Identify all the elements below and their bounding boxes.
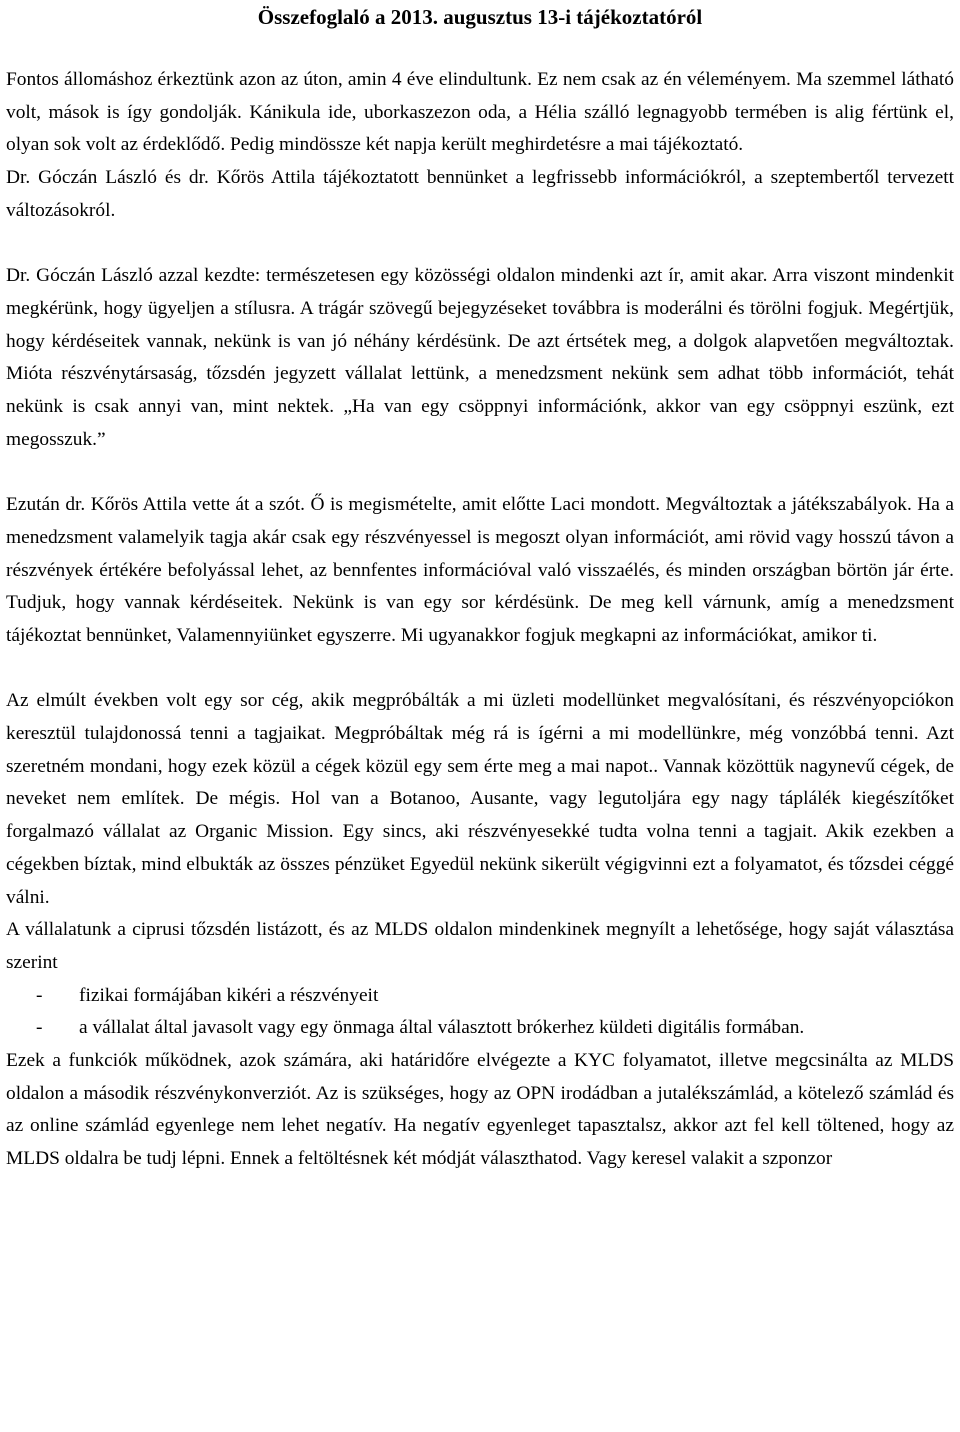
list-item-text: a vállalat által javasolt vagy egy önmaga által választott brókerhez küldeti digitális formában.: [79, 1017, 805, 1039]
paragraph-mlds: A vállalatunk a ciprusi tőzsdén listázott, és az MLDS oldalon mindenkinek megnyílt a lehetősége, hogy saját választása szerint: [6, 919, 954, 973]
paragraph-goczan: Dr. Góczán László azzal kezdte: természetesen egy közösségi oldalon mindenki azt ír, amit akar. Arra viszont mindenkit megkérünk, hogy ügyeljen a stílusra. A trágár szövegű bejegyzéseket továbbra is moderálni és törölni fogjuk. Megértjük, hogy kérdéseitek vannak, nekünk is van jó néhány kérdésünk. De azt értsétek meg, a dolgok alapvetően megváltoztak. Mióta részvénytársaság, tőzsdén jegyzett vállalat lettünk, a menedzsment nekünk sem adhat több információt, tehát nekünk is csak annyi van, mint nektek. „Ha van egy csöppnyi információnk, akkor van egy csöppnyi eszünk, ezt megosszuk.”: [6, 265, 954, 450]
paragraph-spacer: [6, 456, 954, 489]
document-title: Összefoglaló a 2013. augusztus 13-i tájékoztatóról: [257, 5, 703, 29]
paragraph-speakers: Dr. Góczán László és dr. Kőrös Attila tájékoztatott bennünket a legfrissebb információkról, a szeptembertől tervezett változásokról.: [6, 167, 954, 221]
paragraph-spacer: [6, 228, 954, 261]
list-bullet: -: [36, 984, 43, 1006]
list-item-text: fizikai formájában kikéri a részvényeit: [79, 984, 379, 1006]
paragraph-companies: Az elmúlt években volt egy sor cég, akik megpróbálták a mi üzleti modellünket megvalósítani, és részvényopciókon keresztül tulajdonossá tenni a tagjaikat. Megpróbáltak még rá is ígérni a mi modellünkre, még vonzóbbá tenni. Azt szeretném mondani, hogy ezek közül a cégek közül egy sem érte meg a mai napot.. Vannak közöttük nagynevű cégek, de neveket nem említek. De mégis. Hol van a Botanoo, Ausante, vagy legutoljára egy nagy táplálék kiegészítőket forgalmazó vállalat az Organic Mission. Egy sincs, aki részvényesekké tudta volna tenni a tagjait. Akik ezekben a cégekben bíztak, mind elbukták az összes pénzüket Egyedül nekünk sikerült végigvinni ezt a folyamatot, és tőzsdei céggé válni.: [6, 690, 954, 908]
paragraph-koros: Ezután dr. Kőrös Attila vette át a szót. Ő is megismételte, amit előtte Laci mondott. Megváltoztak a játékszabályok. Ha a menedzsment valamelyik tagja akár csak egy részvényessel is megoszt olyan információt, ami rövid vagy hosszú távon a részvények értékére befolyással lehet, az bennfentes információval való visszaélés, és minden országban börtön jár érte. Tudjuk, hogy vannak kérdéseitek. Nekünk is van egy sor kérdésünk. De meg kell várnunk, amíg a menedzsment tájékoztat bennünket, Valamennyiünket egyszerre. Mi ugyanakkor fogjuk megkapni az információkat, amikor ti.: [6, 494, 954, 646]
options-list: [6, 980, 954, 1045]
list-item: [6, 1012, 954, 1045]
document-body: [6, 64, 954, 1176]
list-item: [6, 980, 954, 1013]
paragraph-functions: Ezek a funkciók működnek, azok számára, aki határidőre elvégezte a KYC folyamatot, illetve megcsinálta az MLDS oldalon a második részvénykonverziót. Az is szükséges, hogy az OPN irodádban a jutalékszámlád, a kötelező számlád és az online számlád egyenlege nem lehet negatív. Ha negatív egyenleget tapasztalsz, akkor azt fel kell töltened, hogy az MLDS oldalra be tudj lépni. Ennek a feltöltésnek két módját választhatod. Vagy keresel valakit a szponzor: [6, 1050, 954, 1170]
paragraph-spacer: [6, 653, 954, 686]
paragraph-intro: Fontos állomáshoz érkeztünk azon az úton, amin 4 éve elindultunk. Ez nem csak az én véleményem. Ma szemmel látható volt, mások is így gondolják. Kánikula ide, uborkaszezon oda, a Hélia szálló legnagyobb termében is alig fértünk el, olyan sok volt az érdeklődő. Pedig mindössze két napja került meghirdetésre a mai tájékoztató.: [6, 69, 954, 156]
list-bullet: -: [36, 1017, 43, 1039]
